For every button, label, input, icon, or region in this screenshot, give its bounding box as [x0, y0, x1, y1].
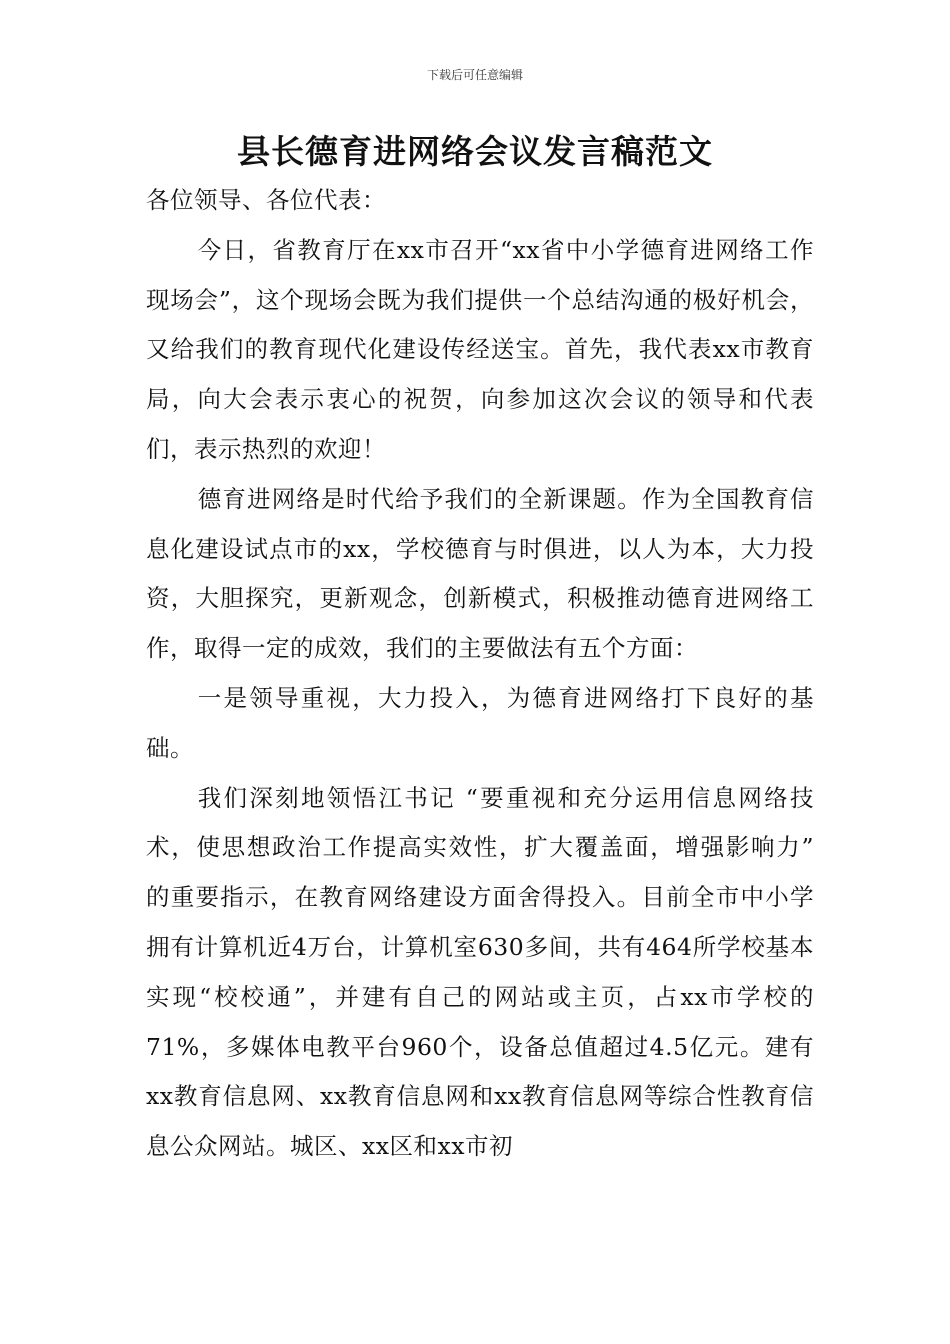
document-title: 县长德育进网络会议发言稿范文	[237, 132, 713, 171]
salutation: 各位领导、各位代表：	[146, 186, 386, 214]
header-note: 下载后可任意编辑	[426, 68, 523, 82]
paragraph-topic: 德育进网络是时代给予我们的全新课题。作为全国教育信息化建设试点市的xx，学校德育与时俱进，以人为本，大力投资，大胆探究，更新观念，创新模式，积极推动德育进网络工作，取得一定的成效，我们的主要做法有五个方面：	[146, 484, 814, 663]
paragraph-opening: 今日，省教育厅在xx市召开“xx省中小学德育进网络工作现场会”，这个现场会既为我们提供一个总结沟通的极好机会，又给我们的教育现代化建设传经送宝。首先，我代表xx市教育局，向大会表示衷心的祝贺，向参加这次会议的领导和代表们，表示热烈的欢迎！	[146, 235, 814, 463]
document-body	[146, 176, 814, 1172]
paragraph-details: 我们深刻地领悟江书记 “要重视和充分运用信息网络技术，使思想政治工作提高实效性，扩大覆盖面，增强影响力” 的重要指示，在教育网络建设方面舍得投入。目前全市中小学拥有计算机近4万台，计算机室630多间，共有464所学校基本实现“校校通”，并建有自己的网站或主页，占xx市学校的71%，多媒体电教平台960个，设备总值超过4.5亿元。建有xx教育信息网、xx教育信息网和xx教育信息网等综合性教育信息公众网站。城区、xx区和xx市初	[146, 783, 814, 1161]
paragraph-point-one: 一是领导重视，大力投入，为德育进网络打下良好的基础。	[146, 683, 814, 762]
